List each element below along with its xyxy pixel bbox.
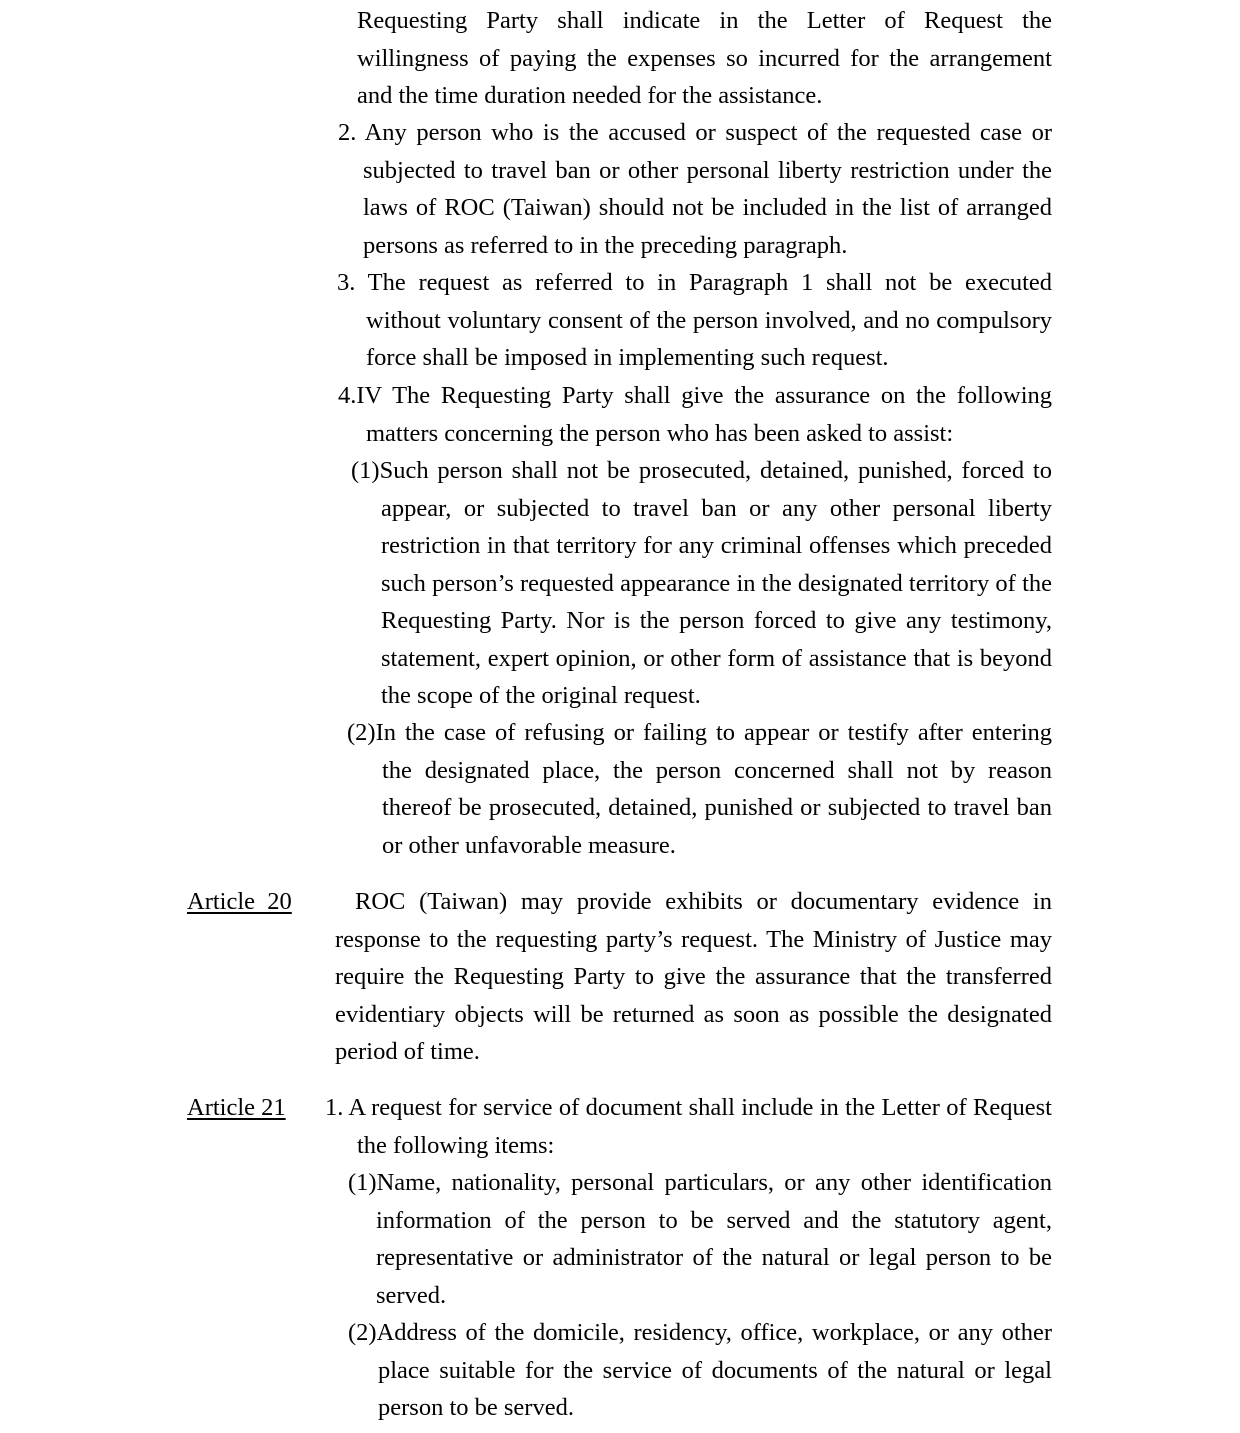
article-21-heading: Article 21 <box>187 1094 286 1121</box>
article-19-item-3: 3. The request as referred to in Paragraph 1 shall not be executed without voluntary consent of the person involved, and no compulsory force shall be imposed in implementing such request. <box>337 269 1052 371</box>
article-19-item-4-subitem-1: (1)Such person shall not be prosecuted, detained, punished, forced to appear, or subjected to travel ban or any other personal liberty restriction in that territory for any criminal offenses which preceded such person’s requested appearance in the designated territory of the Requesting Party. Nor is the person forced to give any testimony, statement, expert opinion, or other form of assistance that is beyond the scope of the original request. <box>351 457 1052 709</box>
article-19-item-4-subitem-2: (2)In the case of refusing or failing to appear or testify after entering the designated place, the person concerned shall not by reason thereof be prosecuted, detained, punished or subjected to travel ban or other unfavorable measure. <box>347 719 1052 859</box>
continuation-paragraph: Requesting Party shall indicate in the Letter of Request the willingness of paying the expenses so incurred for the arrangement and the time duration needed for the assistance. <box>357 7 1052 109</box>
article-20-heading: Article 20 <box>187 888 292 915</box>
article-21-item-1-subitem-1: (1)Name, nationality, personal particulars, or any other identification information of the person to be served and the statutory agent, representative or administrator of the natural or legal person to be served. <box>348 1169 1052 1309</box>
article-19-item-2: 2. Any person who is the accused or suspect of the requested case or subjected to travel ban or other personal liberty restriction under the laws of ROC (Taiwan) should not be included in the list of arranged persons as referred to in the preceding paragraph. <box>338 119 1052 259</box>
article-21-item-1-subitem-2: (2)Address of the domicile, residency, office, workplace, or any other place suitable for the service of documents of the natural or legal person to be served. <box>348 1319 1052 1421</box>
article-19-item-4: 4.IV The Requesting Party shall give the assurance on the following matters concerning the person who has been asked to assist: <box>338 382 1052 447</box>
article-20-body: ROC (Taiwan) may provide exhibits or documentary evidence in response to the requesting party’s request. The Ministry of Justice may require the Requesting Party to give the assurance that the transferred evidentiary objects will be returned as soon as possible the designated period of time. <box>335 888 1052 1065</box>
article-21-item-1: 1. A request for service of document shall include in the Letter of Request the following items: <box>325 1094 1052 1159</box>
